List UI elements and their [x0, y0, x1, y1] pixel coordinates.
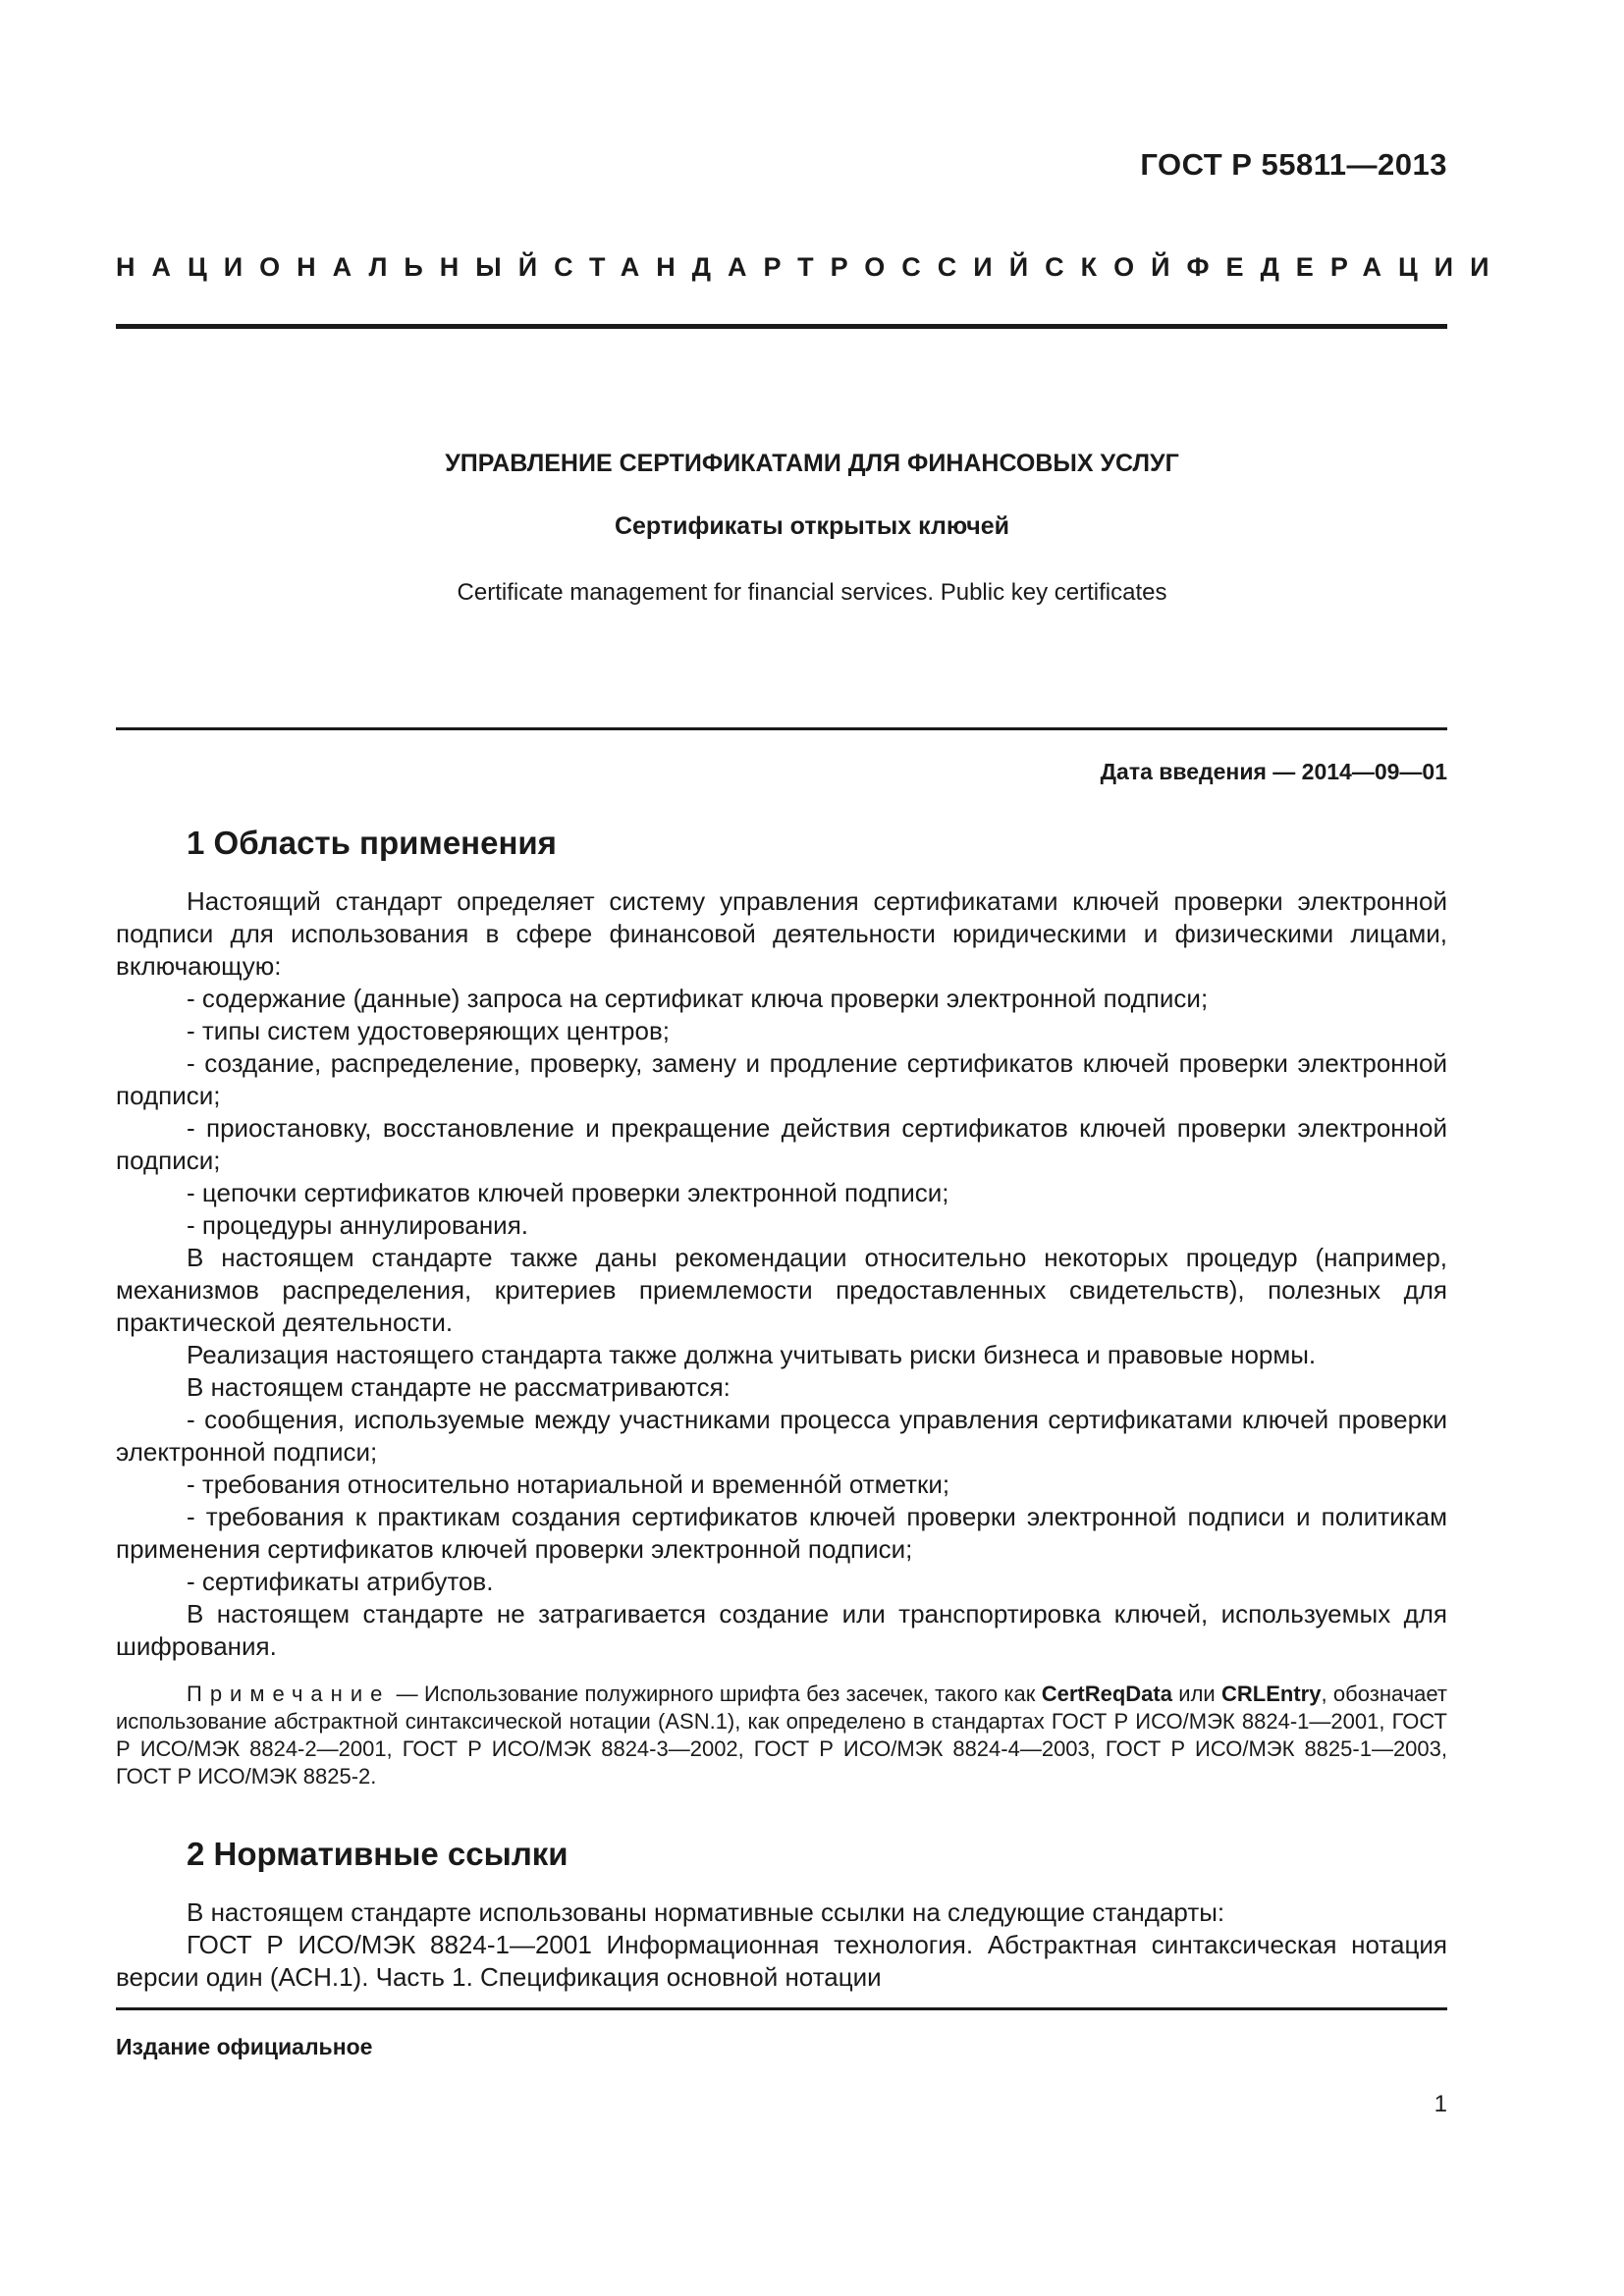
paragraph: Настоящий стандарт определяет систему управления сертификатами ключей проверки электронной подписи для использования в сфере финансовой деятельности юридическими и физическими лицами, включающую:	[116, 886, 1447, 981]
list-item: - требования к практикам создания сертификатов ключей проверки электронной подписи и политикам применения сертификатов ключей проверки электронной подписи;	[116, 1502, 1447, 1564]
page-number: 1	[1434, 2091, 1447, 2117]
list-item: - типы систем удостоверяющих центров;	[187, 1016, 670, 1045]
note-text: — Использование полужирного шрифта без засечек, такого как	[390, 1682, 1042, 1706]
standard-number: ГОСТ Р 55811—2013	[1140, 147, 1447, 182]
list-item: - требования относительно нотариальной и временнóй отметки;	[187, 1469, 950, 1499]
paragraph: В настоящем стандарте не затрагивается создание или транспортировка ключей, используемых для шифрования.	[116, 1599, 1447, 1661]
section-2-heading: 2 Нормативные ссылки	[187, 1836, 568, 1872]
list-item: - процедуры аннулирования.	[187, 1210, 529, 1240]
list-item: - приостановку, восстановление и прекращение действия сертификатов ключей проверки электронной подписи;	[116, 1113, 1447, 1175]
list-item: - цепочки сертификатов ключей проверки электронной подписи;	[187, 1178, 949, 1207]
english-title: Certificate management for financial services. Public key certificates	[457, 579, 1167, 606]
section-2-body	[116, 1896, 1447, 1994]
list-item: - сообщения, используемые между участниками процесса управления сертификатами ключей проверки электронной подписи;	[116, 1405, 1447, 1467]
banner-word: СТАНДАРТ	[554, 252, 831, 282]
official-edition-label: Издание официальное	[116, 2034, 373, 2059]
paragraph: В настоящем стандарте не рассматриваются:	[187, 1372, 731, 1402]
note-text: , обозначает использование абстрактной синтаксической нотации (ASN.1), как определено в стандартах ГОСТ Р ИСО/МЭК 8824-1—2001, ГОСТ Р ИСО/МЭК 8824-2—2001, ГОСТ Р ИСО/МЭК 8824-3—2002, ГОСТ Р ИСО/МЭК 8824-4—2003, ГОСТ Р ИСО/МЭК 8825-1—2003, ГОСТ Р ИСО/МЭК 8825-2.	[116, 1682, 1447, 1789]
list-item: - содержание (данные) запроса на сертификат ключа проверки электронной подписи;	[187, 984, 1209, 1013]
note-block	[116, 1681, 1447, 1790]
note-paragraph	[116, 1681, 1447, 1790]
section-1-heading: 1 Область применения	[187, 825, 557, 861]
footer-divider	[116, 2007, 1447, 2010]
header-divider	[116, 324, 1447, 329]
paragraph: В настоящем стандарте использованы нормативные ссылки на следующие стандарты:	[187, 1897, 1225, 1927]
paragraph: В настоящем стандарте также даны рекомендации относительно некоторых процедур (например, механизмов распределения, критериев приемлемости предоставленных свидетельств), полезных для практической деятельности.	[116, 1243, 1447, 1337]
document-subtitle: Сертификаты открытых ключей	[614, 512, 1010, 540]
paragraph: Реализация настоящего стандарта также должна учитывать риски бизнеса и правовые нормы.	[187, 1340, 1317, 1369]
title-divider	[116, 727, 1447, 730]
note-label: Примечание	[187, 1682, 391, 1706]
asn-term: CertReqData	[1041, 1682, 1172, 1706]
note-text: или	[1171, 1682, 1222, 1706]
banner-word: НАЦИОНАЛЬНЫЙ	[116, 252, 555, 282]
introduction-date: Дата введения — 2014—09—01	[1100, 759, 1447, 784]
list-item: - сертификаты атрибутов.	[187, 1567, 494, 1596]
document-title: УПРАВЛЕНИЕ СЕРТИФИКАТАМИ ДЛЯ ФИНАНСОВЫХ УСЛУГ	[445, 450, 1179, 477]
banner-word: ФЕДЕРАЦИИ	[1186, 252, 1506, 282]
asn-term: CRLEntry	[1221, 1682, 1322, 1706]
list-item: - создание, распределение, проверку, замену и продление сертификатов ключей проверки электронной подписи;	[116, 1048, 1447, 1110]
section-1-body	[116, 885, 1447, 1663]
paragraph: ГОСТ Р ИСО/МЭК 8824-1—2001 Информационная технология. Абстрактная синтаксическая нотация версии один (АСН.1). Часть 1. Спецификация основной нотации	[116, 1930, 1447, 1992]
national-standard-banner	[116, 252, 1506, 283]
banner-word: РОССИЙСКОЙ	[830, 252, 1187, 282]
